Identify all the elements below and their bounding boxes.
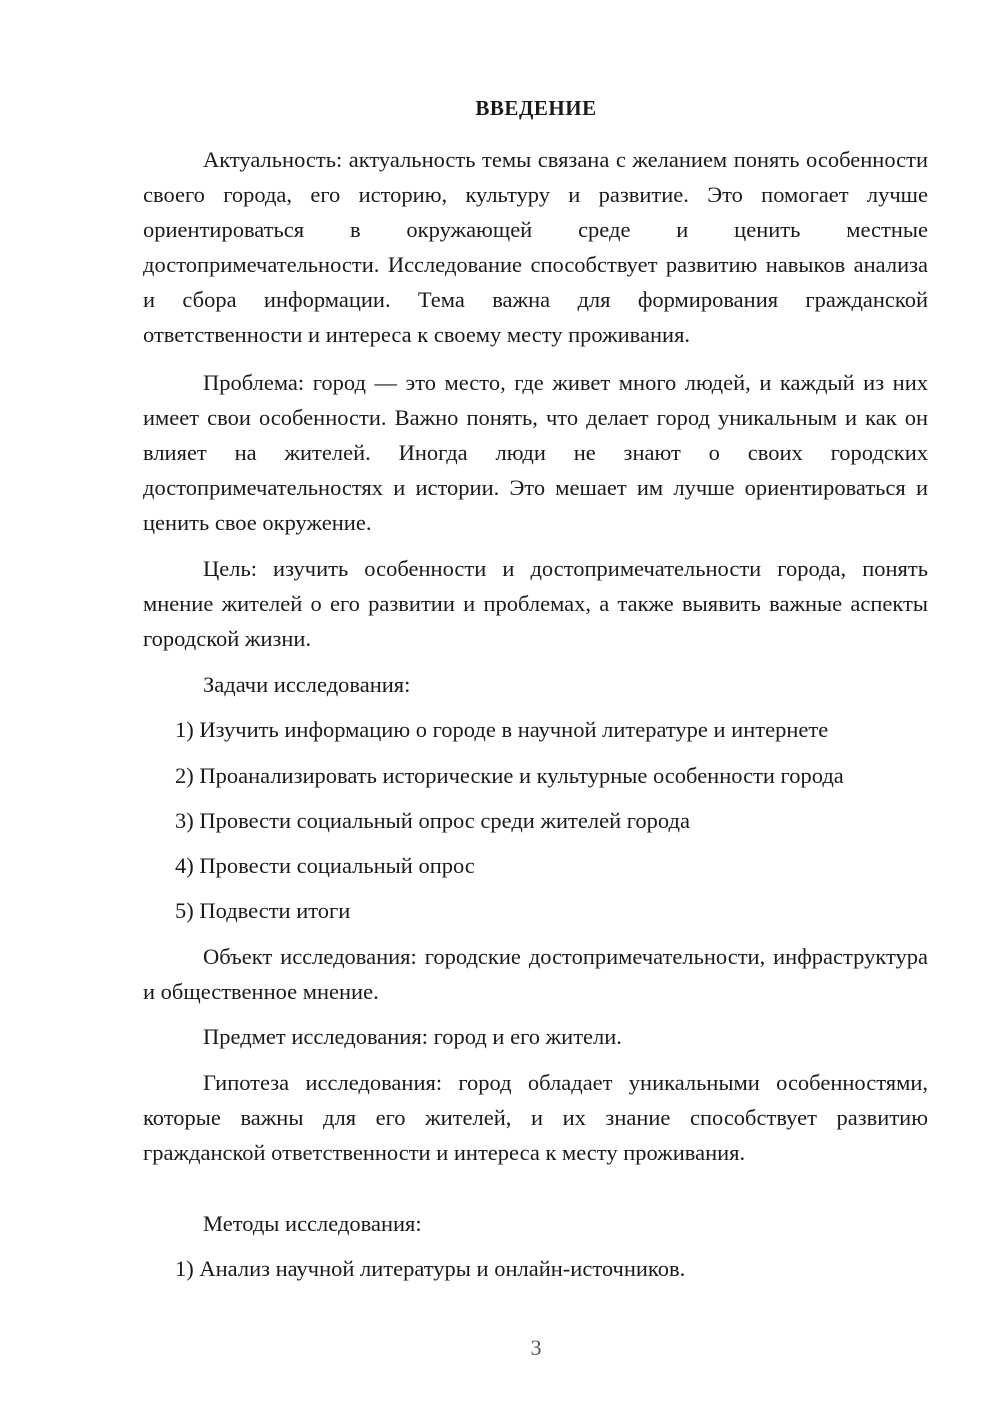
task-item-5: 5) Подвести итоги bbox=[175, 898, 351, 923]
tasks-heading: Задачи исследования: bbox=[203, 672, 411, 697]
page-title: ВВЕДЕНИЕ bbox=[475, 96, 597, 120]
paragraph-goal: Цель: изучить особенности и достопримечательности города, понять мнение жителей о его развитии и проблемах, а также выявить важные аспекты городской жизни. bbox=[143, 556, 928, 651]
page-number: 3 bbox=[530, 1335, 542, 1360]
methods-heading: Методы исследования: bbox=[203, 1211, 422, 1236]
paragraph-object: Объект исследования: городские достопримечательности, инфраструктура и общественное мнение. bbox=[143, 944, 928, 1004]
task-item-3: 3) Провести социальный опрос среди жителей города bbox=[175, 808, 690, 833]
paragraph-relevance: Актуальность: актуальность темы связана с желанием понять особенности своего города, его историю, культуру и развитие. Это помогает лучше ориентироваться в окружающей среде и ценить местные достопримечательности. Исследование способствует развитию навыков анализа и сбора информации. Тема важна для формирования гражданской ответственности и интереса к своему месту проживания. bbox=[143, 147, 928, 347]
paragraph-hypothesis: Гипотеза исследования: город обладает уникальными особенностями, которые важны для его жителей, и их знание способствует развитию гражданской ответственности и интереса к месту проживания. bbox=[143, 1070, 928, 1165]
task-item-2: 2) Проанализировать исторические и культурные особенности города bbox=[175, 763, 844, 788]
task-item-4: 4) Провести социальный опрос bbox=[175, 853, 475, 878]
paragraph-subject: Предмет исследования: город и его жители. bbox=[203, 1024, 622, 1049]
paragraph-problem: Проблема: город — это место, где живет много людей, и каждый из них имеет свои особенности. Важно понять, что делает город уникальным и как он влияет на жителей. Иногда люди не знают о своих городских достопримечательностях и истории. Это мешает им лучше ориентироваться и ценить свое окружение. bbox=[143, 370, 928, 535]
method-item-1: 1) Анализ научной литературы и онлайн-источников. bbox=[175, 1256, 686, 1281]
task-item-1: 1) Изучить информацию о городе в научной литературе и интернете bbox=[175, 717, 829, 742]
